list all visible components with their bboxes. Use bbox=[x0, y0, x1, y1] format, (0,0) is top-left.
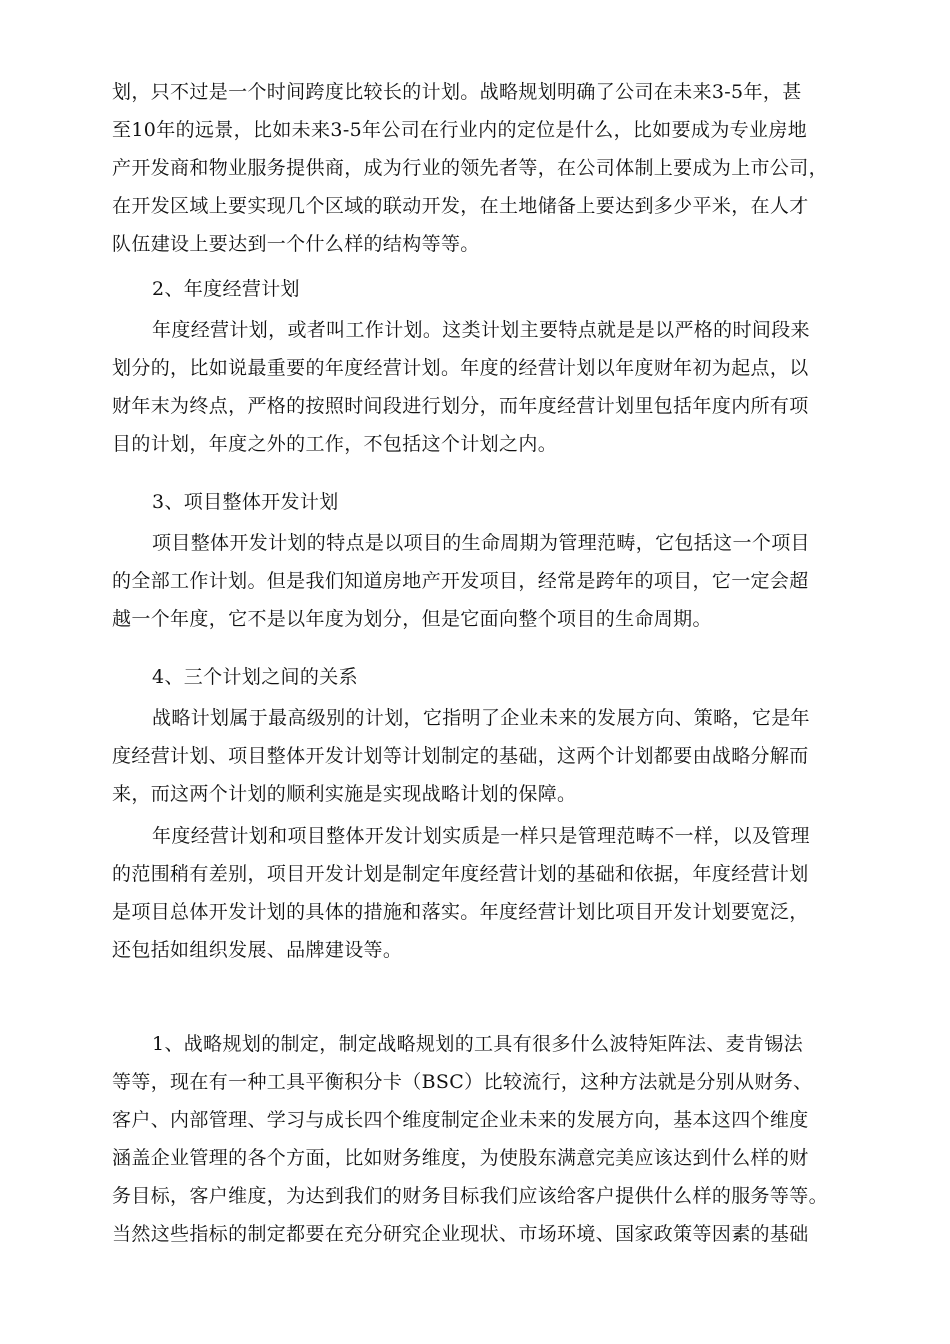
paragraph-line: 等等，现在有一种工具平衡积分卡（BSC）比较流行，这种方法就是分别从财务、 bbox=[112, 1071, 813, 1093]
paragraph-line: 1、战略规划的制定，制定战略规划的工具有很多什么波特矩阵法、麦肯锡法 bbox=[152, 1033, 803, 1055]
paragraph-line: 财年末为终点，严格的按照时间段进行划分，而年度经营计划里包括年度内所有项 bbox=[112, 395, 809, 417]
paragraph-line: 目的计划，年度之外的工作，不包括这个计划之内。 bbox=[112, 433, 558, 455]
paragraph-line: 是项目总体开发计划的具体的措施和落实。年度经营计划比项目开发计划要宽泛， bbox=[112, 901, 809, 923]
paragraph-line: 当然这些指标的制定都要在充分研究企业现状、市场环境、国家政策等因素的基础 bbox=[112, 1223, 809, 1245]
paragraph-line: 产开发商和物业服务提供商，成为行业的领先者等，在公司体制上要成为上市公司， bbox=[112, 157, 828, 179]
section-heading: 2、年度经营计划 bbox=[152, 278, 300, 300]
section-heading: 3、项目整体开发计划 bbox=[152, 491, 339, 513]
paragraph-line: 务目标，客户维度，为达到我们的财务目标我们应该给客户提供什么样的服务等等。 bbox=[112, 1185, 828, 1207]
paragraph-line: 至10年的远景，比如未来3-5年公司在行业内的定位是什么，比如要成为专业房地 bbox=[112, 119, 808, 141]
paragraph-line: 还包括如组织发展、品牌建设等。 bbox=[112, 939, 403, 961]
paragraph-line: 涵盖企业管理的各个方面，比如财务维度，为使股东满意完美应该达到什么样的财 bbox=[112, 1147, 809, 1169]
paragraph-line: 年度经营计划和项目整体开发计划实质是一样只是管理范畴不一样，以及管理 bbox=[152, 825, 810, 847]
paragraph-line: 度经营计划、项目整体开发计划等计划制定的基础，这两个计划都要由战略分解而 bbox=[112, 745, 809, 767]
paragraph-line: 年度经营计划，或者叫工作计划。这类计划主要特点就是是以严格的时间段来 bbox=[152, 319, 810, 341]
paragraph-line: 的全部工作计划。但是我们知道房地产开发项目，经常是跨年的项目，它一定会超 bbox=[112, 570, 809, 592]
paragraph-line: 越一个年度，它不是以年度为划分，但是它面向整个项目的生命周期。 bbox=[112, 608, 712, 630]
paragraph-line: 客户、内部管理、学习与成长四个维度制定企业未来的发展方向，基本这四个维度 bbox=[112, 1109, 809, 1131]
paragraph-line: 的范围稍有差别，项目开发计划是制定年度经营计划的基础和依据，年度经营计划 bbox=[112, 863, 809, 885]
paragraph-line: 项目整体开发计划的特点是以项目的生命周期为管理范畴，它包括这一个项目 bbox=[152, 532, 810, 554]
section-heading: 4、三个计划之间的关系 bbox=[152, 666, 358, 688]
paragraph-line: 划，只不过是一个时间跨度比较长的计划。战略规划明确了公司在未来3-5年，甚 bbox=[112, 81, 802, 103]
paragraph-line: 战略计划属于最高级别的计划，它指明了企业未来的发展方向、策略，它是年 bbox=[152, 707, 810, 729]
paragraph-line: 来，而这两个计划的顺利实施是实现战略计划的保障。 bbox=[112, 783, 577, 805]
paragraph-line: 在开发区域上要实现几个区域的联动开发，在土地储备上要达到多少平米，在人才 bbox=[112, 195, 809, 217]
paragraph-line: 队伍建设上要达到一个什么样的结构等等。 bbox=[112, 233, 480, 255]
paragraph-line: 划分的，比如说最重要的年度经营计划。年度的经营计划以年度财年初为起点，以 bbox=[112, 357, 809, 379]
